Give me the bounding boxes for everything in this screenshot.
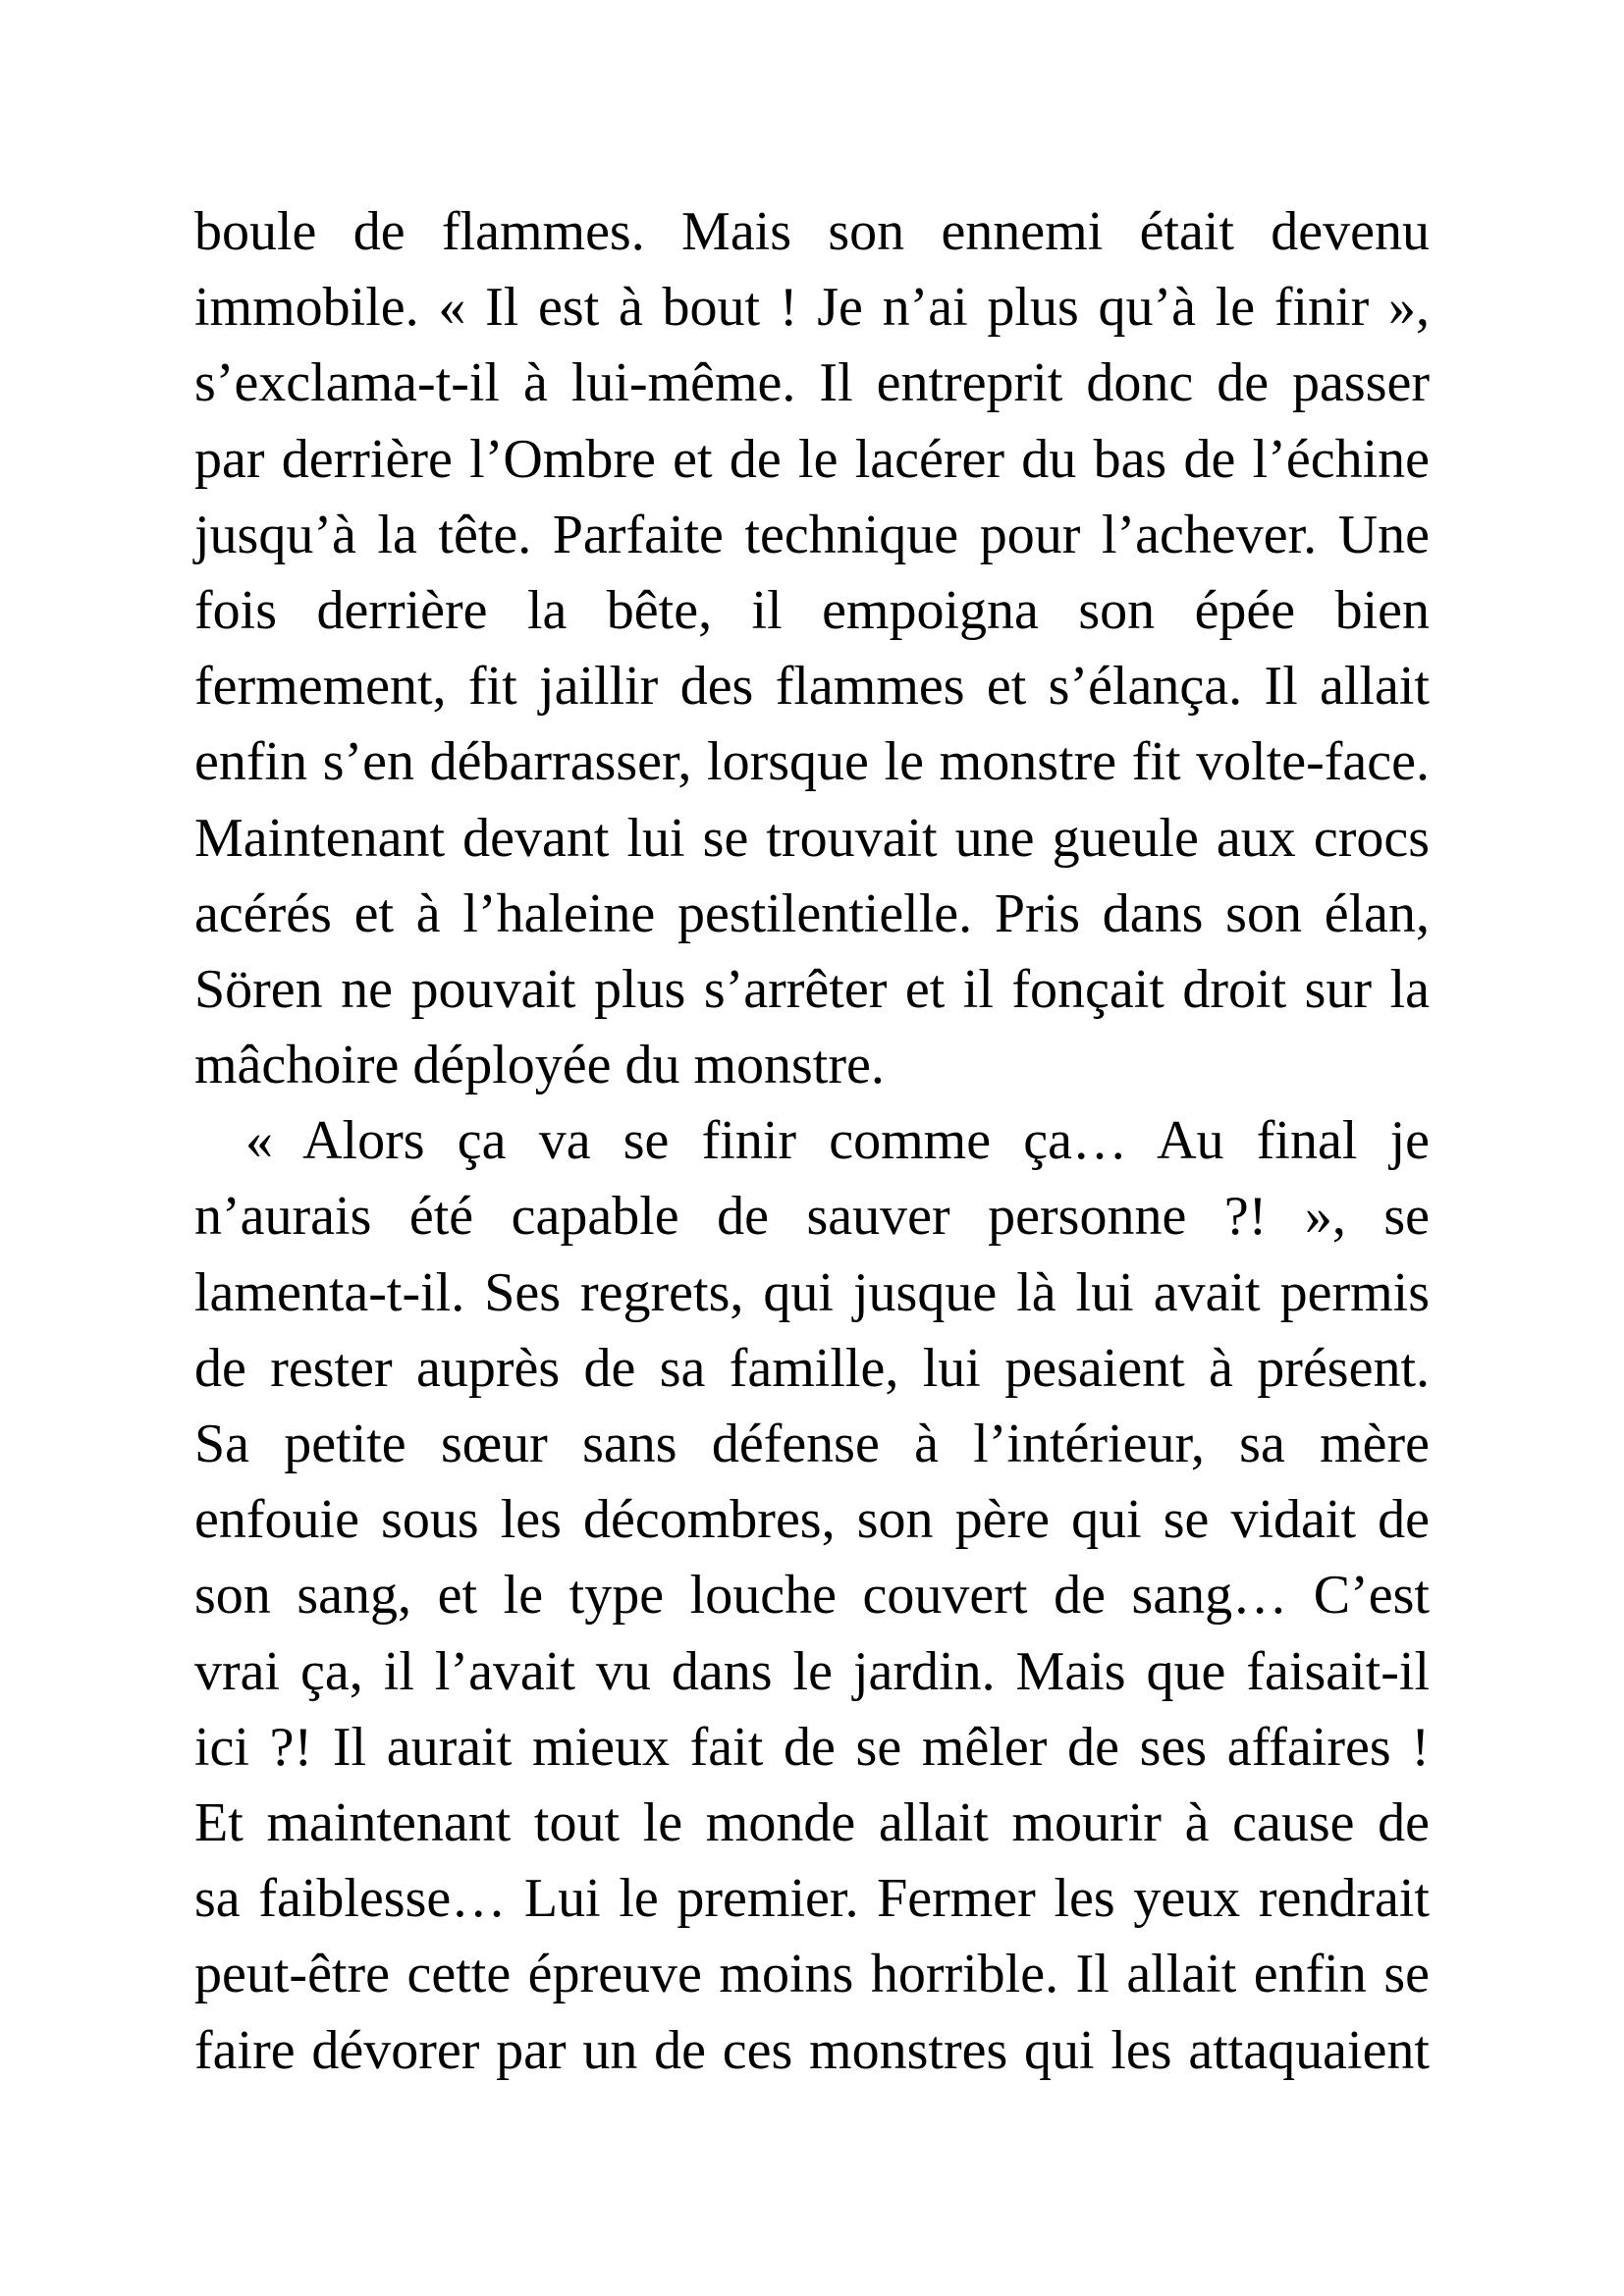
text-line: peut-être cette épreuve moins horrible. Il allait enfin se xyxy=(194,1944,1430,2005)
text-line: n’aurais été capable de sauver personne ?! », se xyxy=(194,1186,1430,1248)
text-line-paragraph-end: mâchoire déployée du monstre. xyxy=(194,1035,885,1096)
text-line: faire dévorer par un de ces monstres qui les attaquaient xyxy=(194,2019,1430,2081)
body-text xyxy=(194,194,1430,2089)
text-line: de rester auprès de sa famille, lui pesaient à présent. xyxy=(194,1337,1430,1399)
text-line: boule de flammes. Mais son ennemi était devenu xyxy=(194,201,1430,262)
text-line: fois derrière la bête, il empoigna son épée bien xyxy=(194,579,1430,641)
text-line: fermement, fit jaillir des flammes et s’élança. Il allait xyxy=(194,656,1430,718)
text-line: Sa petite sœur sans défense à l’intérieur, sa mère xyxy=(194,1414,1430,1474)
text-line: ici ?! Il aurait mieux fait de se mêler de ses affaires ! xyxy=(194,1716,1430,1778)
text-line-indented: « Alors ça va se finir comme ça… Au final je xyxy=(245,1110,1430,1172)
text-line: son sang, et le type louche couvert de sang… C’est xyxy=(194,1565,1430,1627)
text-line: enfouie sous les décombres, son père qui se vidait de xyxy=(194,1489,1430,1551)
text-line: par derrière l’Ombre et de le lacérer du bas de l’échine xyxy=(194,428,1430,490)
text-line: Maintenant devant lui se trouvait une gueule aux crocs xyxy=(194,807,1430,869)
text-line: sa faiblesse… Lui le premier. Fermer les yeux rendrait xyxy=(194,1868,1430,1930)
text-line: Sören ne pouvait plus s’arrêter et il fonçait droit sur la xyxy=(194,958,1430,1020)
text-line: acérés et à l’haleine pestilentielle. Pris dans son élan, xyxy=(194,882,1430,944)
text-line: jusqu’à la tête. Parfaite technique pour l’achever. Une xyxy=(194,504,1430,565)
text-line: lamenta-t-il. Ses regrets, qui jusque là lui avait permis xyxy=(194,1261,1430,1323)
paragraph-1 xyxy=(194,194,1430,1103)
text-line: Et maintenant tout le monde allait mourir à cause de xyxy=(194,1791,1430,1853)
paragraph-2 xyxy=(194,1103,1430,2088)
text-line: vrai ça, il l’avait vu dans le jardin. Mais que faisait-il xyxy=(194,1640,1430,1702)
text-line: immobile. « Il est à bout ! Je n’ai plus qu’à le finir », xyxy=(194,277,1430,339)
text-line: enfin s’en débarrasser, lorsque le monstre fit volte-face. xyxy=(194,731,1430,793)
text-line: s’exclama-t-il à lui-même. Il entreprit donc de passer xyxy=(194,352,1430,414)
